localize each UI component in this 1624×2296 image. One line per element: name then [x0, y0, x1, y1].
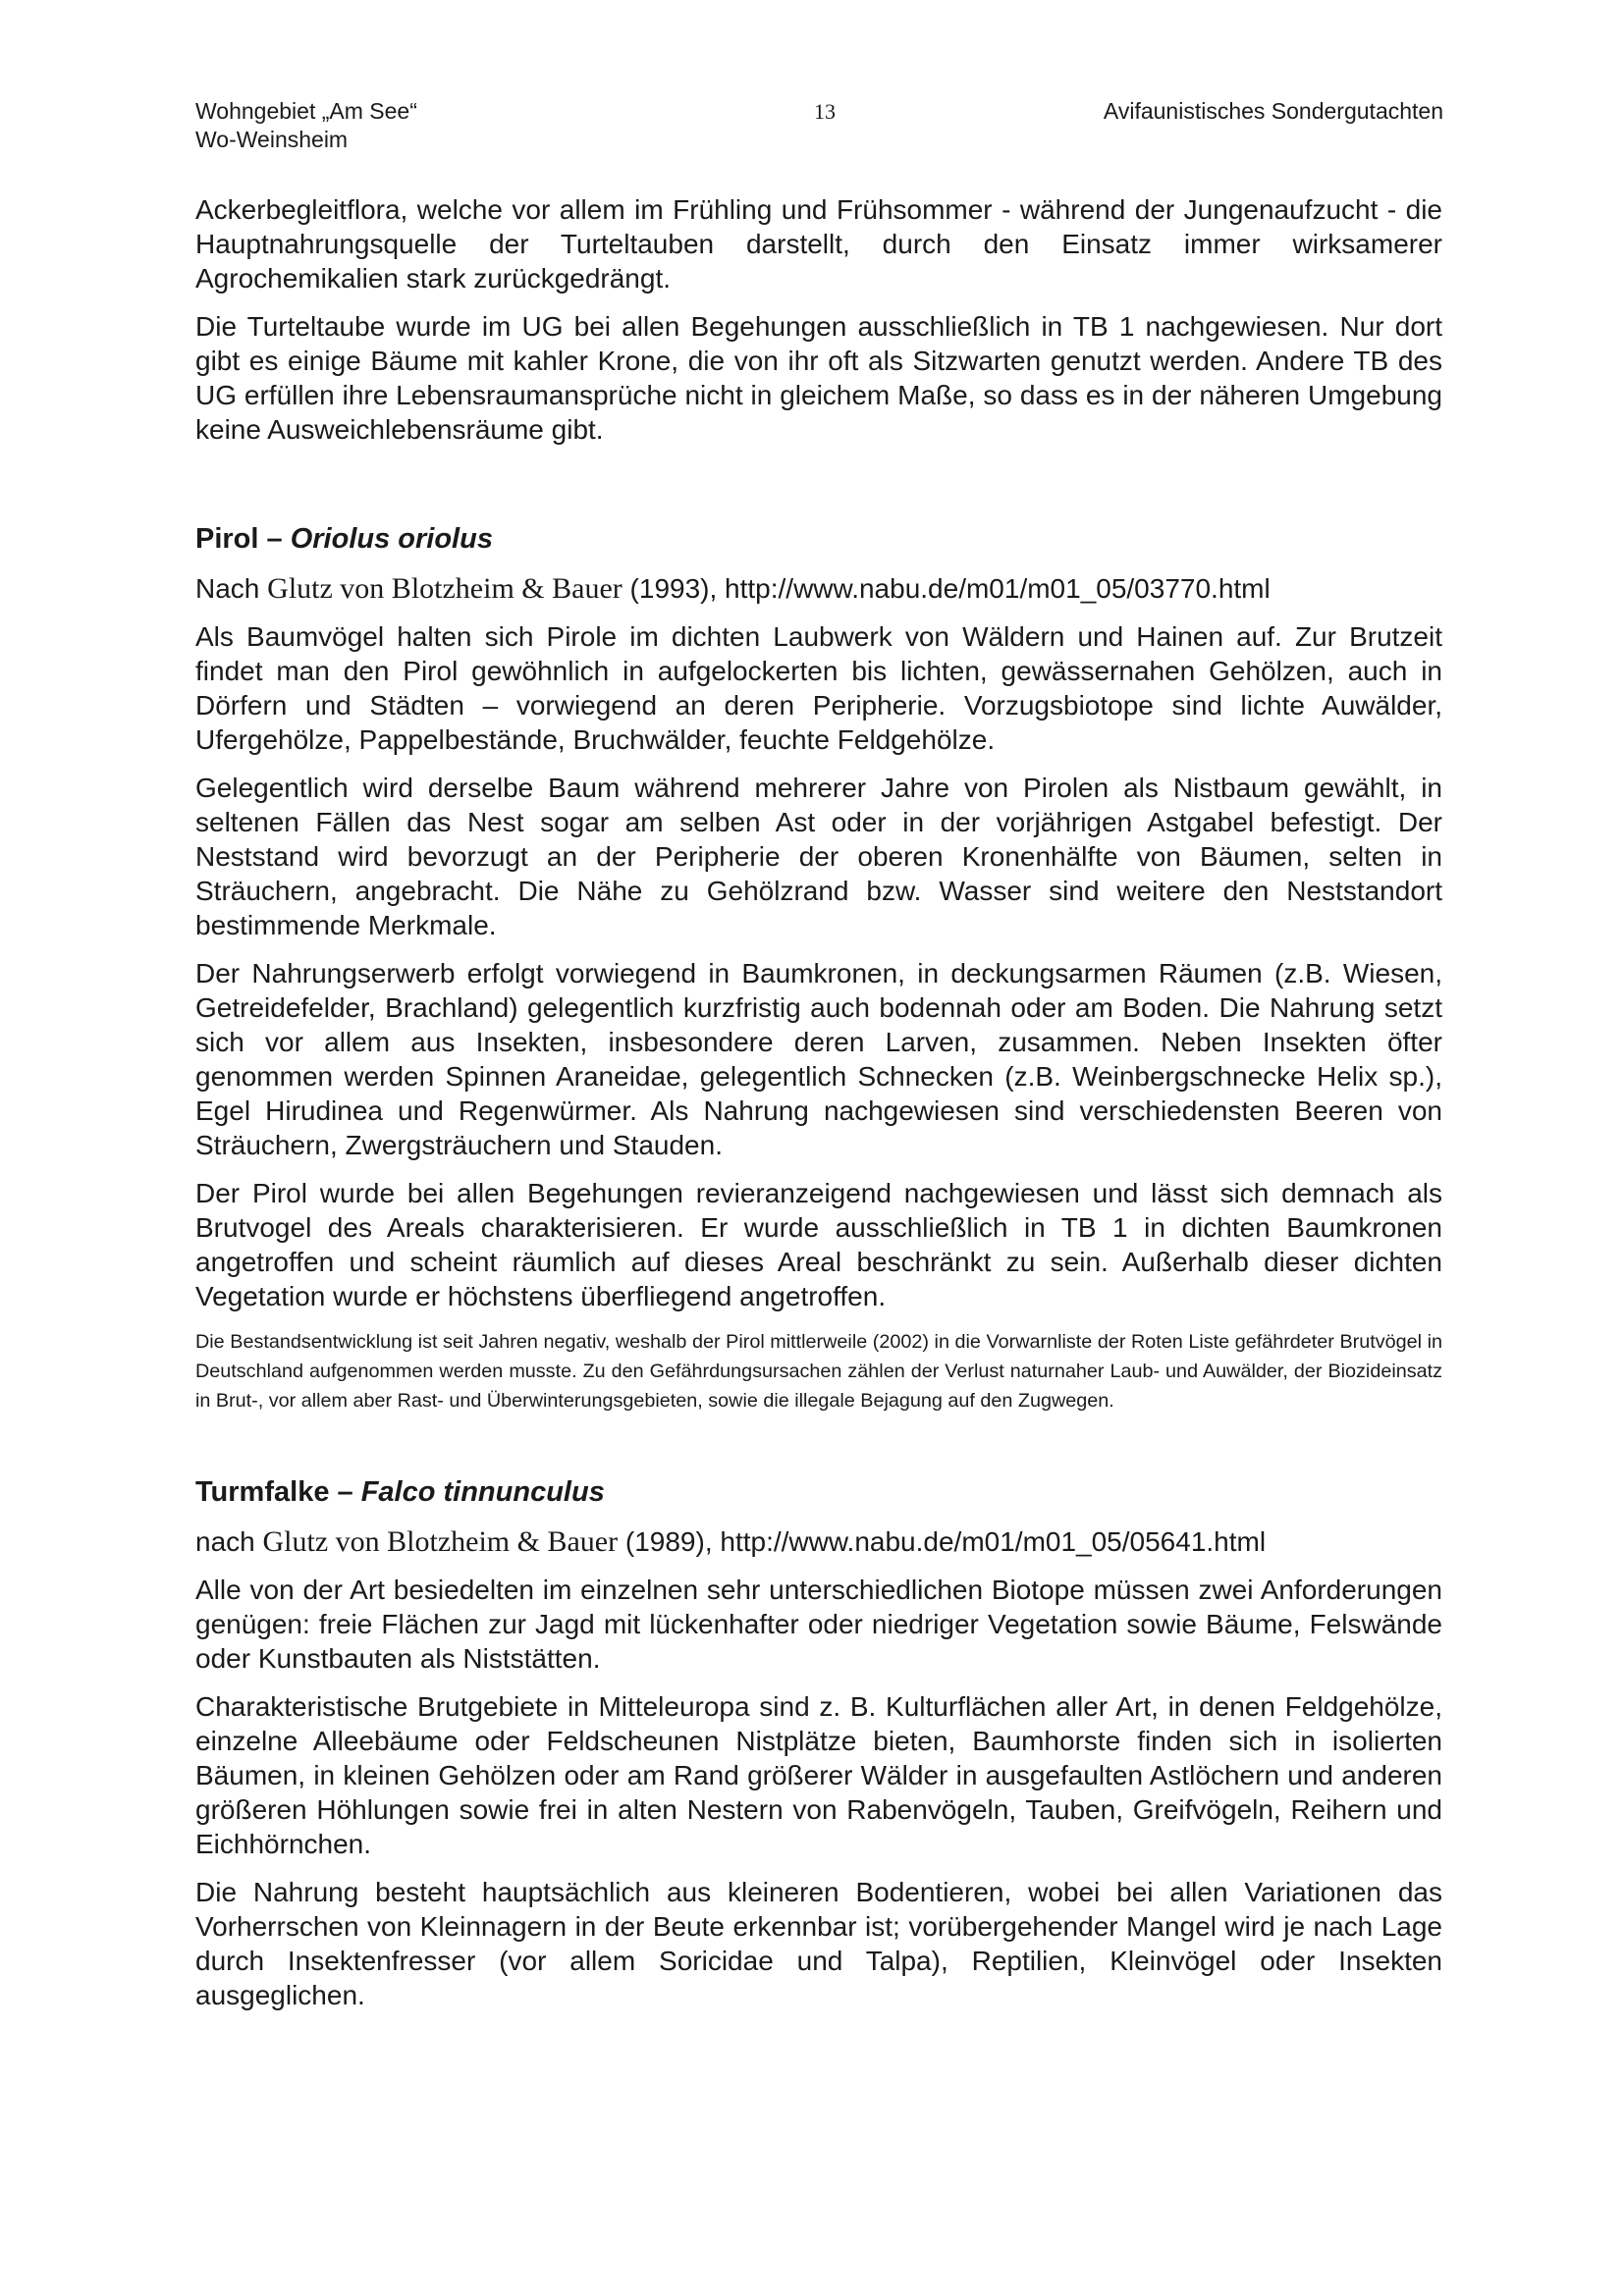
intro-paragraph: Ackerbegleitflora, welche vor allem im Frühling und Frühsommer - während der Jungenaufzucht - die Hauptnahrungsquelle der Turteltauben darstellt, durch den Einsatz immer wirksamerer Agrochemikalien stark zurückgedrängt. [195, 194, 1442, 294]
heading-scientific-name: Oriolus oriolus [290, 523, 493, 555]
heading-scientific-name: Falco tinnunculus [360, 1476, 605, 1508]
body-paragraph: Gelegentlich wird derselbe Baum während mehrerer Jahre von Pirolen als Nistbaum gewählt, in seltenen Fällen das Nest sogar am selben Ast oder in der vorjährigen Astgabel befestigt. Der Neststand wird bevorzugt an der Peripherie der oberen Kronenhälfte von Bäumen, selten in Sträuchern, angebracht. Die Nähe zu Gehölzrand bzw. Wasser sind weitere den Neststandort bestimmende Merkmale. [195, 773, 1442, 940]
header-report-title: Avifaunistisches Sondergutachten [1103, 98, 1443, 124]
header-left [195, 97, 417, 154]
body-paragraph: Charakteristische Brutgebiete in Mitteleuropa sind z. B. Kulturflächen aller Art, in denen Feldgehölze, einzelne Alleebäume oder Feldscheunen Nistplätze bieten, Baumhorste finden sich in isolierten Bäumen, in kleinen Gehölzen oder am Rand größerer Wälder in ausgefaulten Astlöchern und anderen größeren Höhlungen sowie frei in alten Nestern von Rabenvögeln, Tauben, Greifvögeln, Reihern und Eichhörnchen. [195, 1691, 1442, 1859]
heading-common-name: Pirol – [195, 523, 291, 555]
heading-common-name: Turmfalke – [195, 1476, 361, 1508]
section-heading-pirol [195, 521, 1442, 557]
source-authors: Glutz von Blotzheim & Bauer [267, 572, 623, 605]
header-location: Wo-Weinsheim [195, 127, 349, 152]
body-paragraph: Die Nahrung besteht hauptsächlich aus kleineren Bodentieren, wobei bei allen Variationen das Vorherrschen von Kleinnagern in der Beute erkennbar ist; vorübergehender Mangel wird je nach Lage durch Insektenfresser (vor allem Soricidae und Talpa), Reptilien, Kleinvögel oder Insekten ausgeglichen. [195, 1877, 1442, 2010]
source-citation [195, 571, 1442, 606]
source-prefix: nach [195, 1526, 263, 1557]
body-paragraph: Der Nahrungserwerb erfolgt vorwiegend in Baumkronen, in deckungsarmen Räumen (z.B. Wiesen, Getreidefelder, Brachland) gelegentlich kurzfristig auch bodennah oder am Boden. Die Nahrung setzt sich vor allem aus Insekten, insbesondere deren Larven, zusammen. Neben Insekten öfter genommen werden Spinnen Araneidae, gelegentlich Schnecken (z.B. Weinbergschnecke Helix sp.), Egel Hirudinea und Regenwürmer. Als Nahrung nachgewiesen sind verschiedensten Beeren von Sträuchern, Zwergsträuchern und Stauden. [195, 958, 1442, 1160]
section-heading-turmfalke [195, 1474, 1442, 1510]
body-paragraph: Der Pirol wurde bei allen Begehungen revieranzeigend nachgewiesen und lässt sich demnach als Brutvogel des Areals charakterisieren. Er wurde ausschließlich in TB 1 in dichten Baumkronen angetroffen und scheint räumlich auf dieses Areal beschränkt zu sein. Außerhalb dieser dichten Vegetation wurde er höchstens überfliegend angetroffen. [195, 1178, 1442, 1311]
source-year-url: (1993), http://www.nabu.de/m01/m01_05/03770.html [622, 573, 1271, 604]
header-project-title: Wohngebiet „Am See“ [195, 98, 417, 124]
endangerment-note: Die Bestandsentwicklung ist seit Jahren negativ, weshalb der Pirol mittlerweile (2002) in die Vorwarnliste der Roten Liste gefährdeter Brutvögel in Deutschland aufgenommen werden musste. Zu den Gefährdungsursachen zählen der Verlust naturnaher Laub- und Auwälder, der Biozideinsatz in Brut-, vor allem aber Rast- und Überwinterungsgebieten, sowie die illegale Bejagung auf den Zugwegen. [195, 1331, 1442, 1412]
source-year-url: (1989), http://www.nabu.de/m01/m01_05/05641.html [618, 1526, 1267, 1557]
document-body [195, 192, 1442, 2026]
intro-paragraph: Die Turteltaube wurde im UG bei allen Begehungen ausschließlich in TB 1 nachgewiesen. Nur dort gibt es einige Bäume mit kahler Krone, die von ihr oft als Sitzwarten genutzt werden. Andere TB des UG erfüllen ihre Lebensraumansprüche nicht in gleichem Maße, so dass es in der näheren Umgebung keine Ausweichlebensräume gibt. [195, 311, 1442, 445]
body-paragraph: Alle von der Art besiedelten im einzelnen sehr unterschiedlichen Biotope müssen zwei Anforderungen genügen: freie Flächen zur Jagd mit lückenhafter oder niedriger Vegetation sowie Bäume, Felswände oder Kunstbauten als Niststätten. [195, 1575, 1442, 1674]
source-citation [195, 1524, 1442, 1559]
body-paragraph: Als Baumvögel halten sich Pirole im dichten Laubwerk von Wäldern und Hainen auf. Zur Brutzeit findet man den Pirol gewöhnlich in aufgelockerten bis lichten, gewässernahen Gehölzen, auch in Dörfern und Städten – vorwiegend an deren Peripherie. Vorzugsbiotope sind lichte Auwälder, Ufergehölze, Pappelbestände, Bruchwälder, feuchte Feldgehölze. [195, 621, 1442, 755]
page-number: 13 [814, 99, 836, 124]
source-authors: Glutz von Blotzheim & Bauer [262, 1525, 619, 1558]
source-prefix: Nach [195, 573, 268, 604]
